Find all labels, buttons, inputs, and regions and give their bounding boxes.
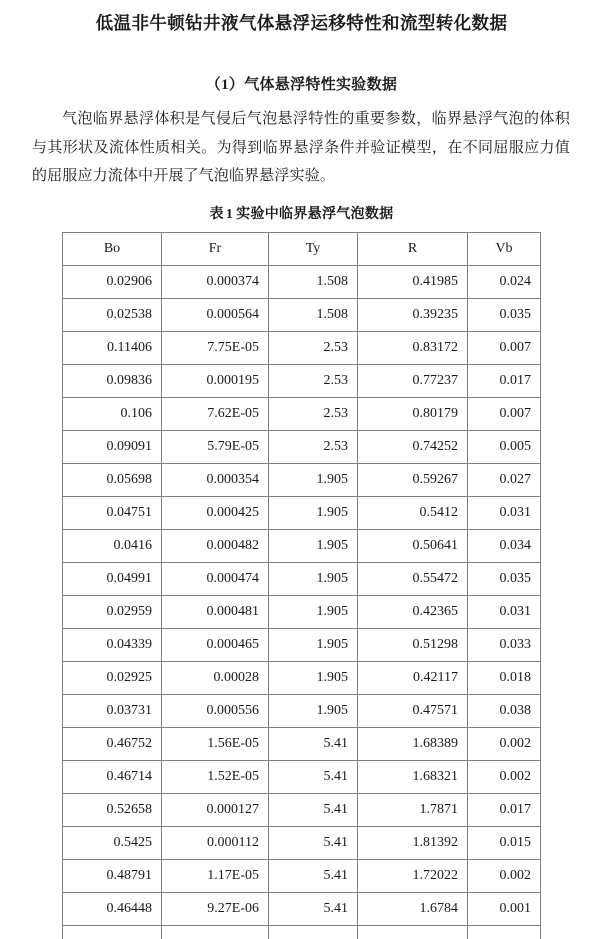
cell-ty: 1.905 <box>269 661 358 694</box>
cell-fr: 0.000474 <box>162 562 269 595</box>
cell-r: 1.81392 <box>358 826 468 859</box>
column-header-ty: Ty <box>269 232 358 265</box>
cell-bo: 0.46714 <box>63 760 162 793</box>
table-row <box>63 727 541 760</box>
cell-vb: 0.031 <box>468 595 541 628</box>
cell-bo-partial <box>63 925 162 939</box>
cell-ty: 1.905 <box>269 562 358 595</box>
cell-bo: 0.5425 <box>63 826 162 859</box>
section-heading: （1）气体悬浮特性实验数据 <box>205 76 398 93</box>
table-row <box>63 397 541 430</box>
page-title: 低温非牛顿钻井液气体悬浮运移特性和流型转化数据 <box>95 13 508 33</box>
cell-r: 0.41985 <box>358 265 468 298</box>
table-caption-text: 实验中临界悬浮气泡数据 <box>236 206 394 222</box>
table-caption-number: 1 <box>225 206 234 222</box>
cell-ty-partial <box>269 925 358 939</box>
cell-bo: 0.05698 <box>63 463 162 496</box>
cell-ty: 5.41 <box>269 892 358 925</box>
table-row <box>63 859 541 892</box>
bubble-data-table <box>62 232 541 939</box>
cell-fr: 1.17E-05 <box>162 859 269 892</box>
cell-ty: 5.41 <box>269 793 358 826</box>
cell-ty: 1.905 <box>269 529 358 562</box>
cell-bo: 0.02959 <box>63 595 162 628</box>
cell-vb: 0.017 <box>468 364 541 397</box>
cell-r: 0.42117 <box>358 661 468 694</box>
table-row <box>63 265 541 298</box>
cell-fr: 1.52E-05 <box>162 760 269 793</box>
table-row <box>63 562 541 595</box>
cell-r: 0.47571 <box>358 694 468 727</box>
cell-ty: 1.905 <box>269 694 358 727</box>
cell-ty: 1.508 <box>269 298 358 331</box>
cell-ty: 1.905 <box>269 463 358 496</box>
cell-fr: 0.000481 <box>162 595 269 628</box>
table-row <box>63 496 541 529</box>
cell-ty: 1.905 <box>269 595 358 628</box>
cell-fr: 0.000465 <box>162 628 269 661</box>
cell-vb: 0.007 <box>468 331 541 364</box>
column-header-bo: Bo <box>63 232 162 265</box>
cell-ty: 1.905 <box>269 628 358 661</box>
cell-vb: 0.031 <box>468 496 541 529</box>
cell-r: 0.39235 <box>358 298 468 331</box>
cell-r: 0.42365 <box>358 595 468 628</box>
cell-ty: 1.508 <box>269 265 358 298</box>
table-row <box>63 298 541 331</box>
cell-r: 0.74252 <box>358 430 468 463</box>
cell-fr: 0.000556 <box>162 694 269 727</box>
table-row <box>63 760 541 793</box>
column-header-fr: Fr <box>162 232 269 265</box>
table-body <box>63 265 541 939</box>
cell-r: 0.83172 <box>358 331 468 364</box>
cell-r: 0.55472 <box>358 562 468 595</box>
cell-fr: 0.00028 <box>162 661 269 694</box>
cell-vb: 0.001 <box>468 892 541 925</box>
cell-bo: 0.02538 <box>63 298 162 331</box>
cell-bo: 0.48791 <box>63 859 162 892</box>
cell-fr: 1.56E-05 <box>162 727 269 760</box>
table-row-partial <box>63 925 541 939</box>
cell-fr: 0.000195 <box>162 364 269 397</box>
cell-bo: 0.04339 <box>63 628 162 661</box>
cell-bo: 0.03731 <box>63 694 162 727</box>
table-row <box>63 628 541 661</box>
body-paragraph: 气泡临界悬浮体积是气侵后气泡悬浮特性的重要参数，临界悬浮气泡的体积与其形状及流体性质相关。为得到临界悬浮条件并验证模型，在不同屈服应力值的屈服应力流体中开展了气泡临界悬浮实验。 <box>32 111 570 184</box>
cell-ty: 2.53 <box>269 397 358 430</box>
table-row <box>63 694 541 727</box>
cell-bo: 0.11406 <box>63 331 162 364</box>
table-row <box>63 331 541 364</box>
table-caption <box>0 191 603 223</box>
cell-vb: 0.002 <box>468 760 541 793</box>
table-row <box>63 463 541 496</box>
cell-vb: 0.005 <box>468 430 541 463</box>
table-row <box>63 661 541 694</box>
cell-vb: 0.038 <box>468 694 541 727</box>
cell-ty: 2.53 <box>269 331 358 364</box>
cell-ty: 1.905 <box>269 496 358 529</box>
cell-r: 1.72022 <box>358 859 468 892</box>
table-row <box>63 595 541 628</box>
cell-ty: 5.41 <box>269 727 358 760</box>
cell-bo: 0.106 <box>63 397 162 430</box>
table-row <box>63 529 541 562</box>
table-header-row <box>63 232 541 265</box>
cell-fr: 9.27E-06 <box>162 892 269 925</box>
cell-bo: 0.04751 <box>63 496 162 529</box>
cell-r: 1.68389 <box>358 727 468 760</box>
table-row <box>63 364 541 397</box>
cell-r: 0.51298 <box>358 628 468 661</box>
cell-r: 1.6784 <box>358 892 468 925</box>
cell-bo: 0.09091 <box>63 430 162 463</box>
cell-vb: 0.033 <box>468 628 541 661</box>
table-container <box>0 223 603 939</box>
cell-ty: 2.53 <box>269 364 358 397</box>
cell-fr: 0.000425 <box>162 496 269 529</box>
cell-ty: 5.41 <box>269 760 358 793</box>
cell-vb: 0.034 <box>468 529 541 562</box>
cell-r: 0.59267 <box>358 463 468 496</box>
cell-r-partial <box>358 925 468 939</box>
cell-bo: 0.09836 <box>63 364 162 397</box>
column-header-r: R <box>358 232 468 265</box>
cell-r: 0.77237 <box>358 364 468 397</box>
cell-vb: 0.024 <box>468 265 541 298</box>
cell-vb: 0.018 <box>468 661 541 694</box>
cell-bo: 0.52658 <box>63 793 162 826</box>
cell-fr: 0.000127 <box>162 793 269 826</box>
cell-fr-partial <box>162 925 269 939</box>
cell-vb: 0.002 <box>468 859 541 892</box>
cell-bo: 0.46752 <box>63 727 162 760</box>
cell-fr: 0.000354 <box>162 463 269 496</box>
cell-ty: 2.53 <box>269 430 358 463</box>
cell-vb: 0.007 <box>468 397 541 430</box>
cell-vb: 0.035 <box>468 562 541 595</box>
cell-ty: 5.41 <box>269 859 358 892</box>
cell-r: 0.50641 <box>358 529 468 562</box>
cell-bo: 0.04991 <box>63 562 162 595</box>
cell-ty: 5.41 <box>269 826 358 859</box>
cell-bo: 0.02925 <box>63 661 162 694</box>
cell-vb: 0.035 <box>468 298 541 331</box>
table-row <box>63 793 541 826</box>
cell-vb: 0.027 <box>468 463 541 496</box>
cell-r: 0.80179 <box>358 397 468 430</box>
cell-vb: 0.015 <box>468 826 541 859</box>
cell-fr: 0.000482 <box>162 529 269 562</box>
table-row <box>63 892 541 925</box>
cell-r: 1.7871 <box>358 793 468 826</box>
column-header-vb: Vb <box>468 232 541 265</box>
table-header <box>63 232 541 265</box>
cell-fr: 0.000112 <box>162 826 269 859</box>
cell-bo: 0.0416 <box>63 529 162 562</box>
cell-fr: 7.62E-05 <box>162 397 269 430</box>
cell-fr: 0.000564 <box>162 298 269 331</box>
cell-fr: 7.75E-05 <box>162 331 269 364</box>
table-row <box>63 826 541 859</box>
cell-bo: 0.02906 <box>63 265 162 298</box>
cell-fr: 5.79E-05 <box>162 430 269 463</box>
table-row <box>63 430 541 463</box>
cell-vb-partial <box>468 925 541 939</box>
cell-r: 0.5412 <box>358 496 468 529</box>
cell-fr: 0.000374 <box>162 265 269 298</box>
cell-r: 1.68321 <box>358 760 468 793</box>
table-caption-label: 表 <box>209 206 224 222</box>
cell-vb: 0.017 <box>468 793 541 826</box>
cell-vb: 0.002 <box>468 727 541 760</box>
cell-bo: 0.46448 <box>63 892 162 925</box>
